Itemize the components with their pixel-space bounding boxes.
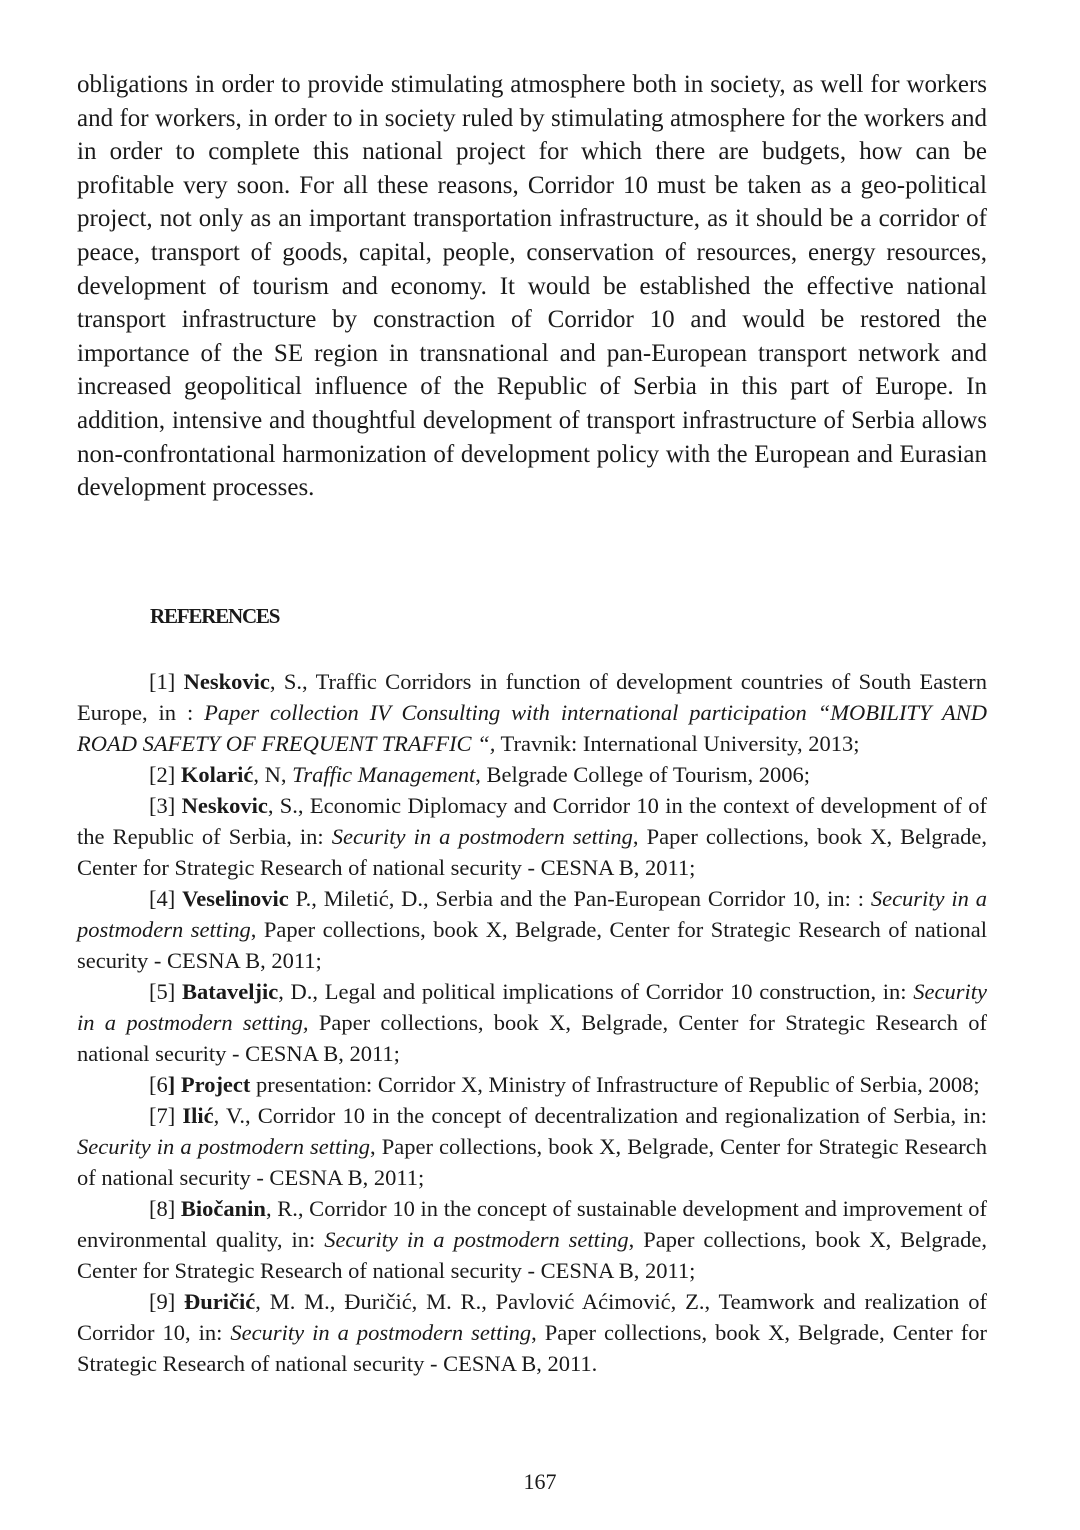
page-number: 167 [523,1469,557,1494]
reference-item [77,1193,987,1286]
body-paragraph: obligations in order to provide stimulating atmosphere both in society, as well for workers and for workers, in order to in society ruled by stimulating atmosphere for the workers and in order to complete this national project for which there are budgets, how can be profitable very soon. For all these reasons, Corridor 10 must be taken as a geo-political project, not only as an important transportation infrastructure, as it should be a corridor of peace, transport of goods, capital, people, conservation of resources, energy resources, development of tourism and economy. It would be established the effective national transport infrastructure by constraction of Corridor 10 and would be restored the importance of the SE region in transnational and pan-European transport network and increased geopolitical influence of the Republic of Serbia in this part of Europe. In addition, intensive and thoughtful development of transport infrastructure of Serbia allows non-confrontational harmonization of development policy with the European and Eurasian development processes. [77,71,987,502]
reference-item [77,1100,987,1193]
reference-text-end: Paper collections, book X, Belgrade, Center for Strategic Research of national security - CESNA B, 2011; [77,1010,987,1066]
reference-author: Kolarić [180,762,254,787]
reference-source-italic: Security in a postmodern setting [331,824,633,849]
reference-item [77,759,987,790]
references-list [77,666,987,1379]
reference-author: Neskovic [181,793,268,818]
reference-author: Neskovic [183,669,270,694]
reference-text: , S., Economic Diplomacy and Corridor 10 in the context of development of of the Republic of Serbia, in: [77,793,987,849]
reference-source-italic: Security in a postmodern setting [77,1134,371,1159]
references-heading: REFERENCES [150,604,280,628]
reference-source-italic: Security in a postmodern setting [77,886,987,942]
reference-author: ] Project [167,1072,251,1097]
reference-text-end: Travnik: International University, 2013; [495,731,860,756]
reference-number: [4] [149,886,183,911]
reference-text: , N, [253,762,293,787]
reference-item [77,1069,987,1100]
reference-number: [2] [149,762,181,787]
reference-text: presentation: Corridor X, Ministry of Infrastructure of Republic of Serbia, 2008; [250,1072,980,1097]
reference-text: , M. M., Đuričić, M. R., Pavlović Aćimović, Z., Teamwork and realization of Corridor 10, in: [77,1289,987,1345]
reference-text-end: , Paper collections, book X, Belgrade, Center for Strategic Research of national security - CESNA B, 2011; [77,1134,988,1190]
reference-item [77,790,987,883]
reference-source-italic: Security in a postmodern setting [324,1227,629,1252]
reference-text: , R., Corridor 10 in the concept of sustainable development and improvement of environmental quality, in: [77,1196,987,1252]
reference-source-italic: Security in a postmodern setting, [77,979,987,1035]
reference-text-end: , Paper collections, book X, Belgrade, Center for Strategic Research of national security - CESNA B, 2011; [77,1227,987,1283]
reference-number: [8] [149,1196,181,1221]
reference-author: Đuričić [184,1289,256,1314]
reference-author: Veselinovic [182,886,289,911]
reference-number: [1] [149,669,184,694]
reference-source-italic: Traffic Management [292,762,476,787]
reference-text: , D., Legal and political implications of Corridor 10 construction, in: [278,979,914,1004]
reference-text-end: , Paper collections, book X, Belgrade, Center for Strategic Research of national security - CESNA B, 2011; [77,824,987,880]
reference-text: , S., Traffic Corridors in function of development countries of South Eastern Europe, in : [77,669,987,725]
reference-text-end: , Paper collections, book X, Belgrade, Center for Strategic Research of national security - CESNA B, 2011; [77,917,987,973]
reference-author: Ilić [182,1103,214,1128]
reference-text: , V., Corridor 10 in the concept of decentralization and regionalization of Serbia, in: [213,1103,987,1128]
reference-text-end: , Paper collections, book X, Belgrade, Center for Strategic Research of national security - CESNA B, 2011. [77,1320,987,1376]
reference-text-end: , Belgrade College of Tourism, 2006; [475,762,811,787]
reference-source-italic: Paper collection IV Consulting with international participation “MOBILITY AND ROAD SAFETY OF FREQUENT TRAFFIC “, [77,700,987,756]
reference-item [77,1286,987,1379]
reference-number: [3] [149,793,182,818]
reference-item [77,976,987,1069]
reference-number: [7] [149,1103,183,1128]
reference-number: [9] [149,1289,185,1314]
reference-author: Biočanin [180,1196,266,1221]
reference-number: [5] [149,979,182,1004]
reference-number: [6 [149,1072,168,1097]
reference-author: Bataveljic [181,979,279,1004]
reference-text: P., Miletić, D., Serbia and the Pan-European Corridor 10, in: : [288,886,871,911]
reference-item [77,666,987,759]
reference-item [77,883,987,976]
reference-source-italic: Security in a postmodern setting [230,1320,532,1345]
